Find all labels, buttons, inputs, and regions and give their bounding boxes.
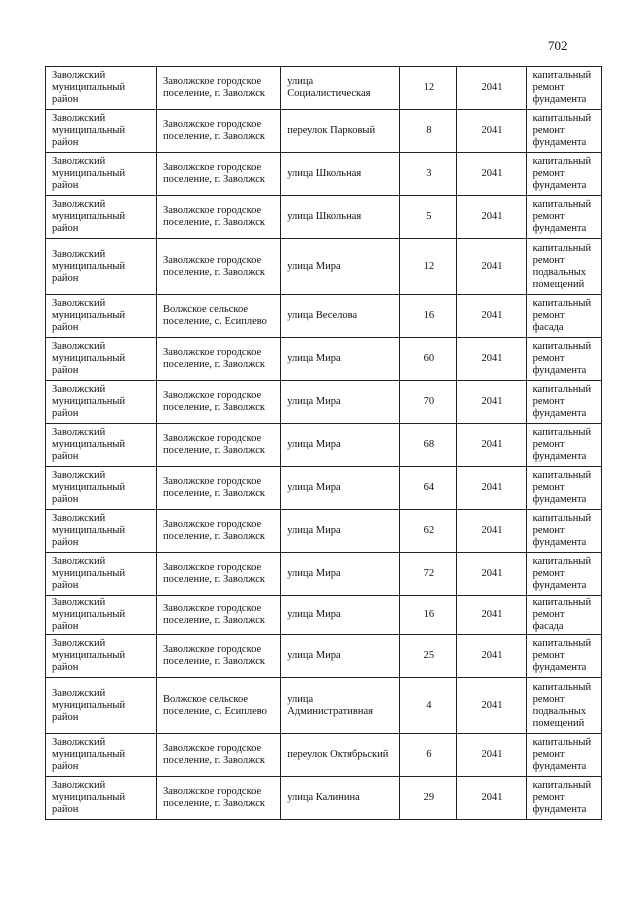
cell-district: Заволжский муниципальный район [46, 196, 157, 239]
cell-house: 70 [400, 381, 457, 424]
table-row [46, 239, 602, 295]
cell-work: капитальный ремонт фундамента [526, 381, 601, 424]
cell-settlement: Волжское сельское поселение, с. Есиплево [156, 295, 280, 338]
cell-settlement: Заволжское городское поселение, г. Заволжск [156, 196, 280, 239]
cell-street: улица Школьная [281, 196, 400, 239]
cell-year: 2041 [457, 295, 526, 338]
table-row [46, 734, 602, 777]
cell-house: 4 [400, 678, 457, 734]
cell-street: улица Мира [281, 381, 400, 424]
table-row [46, 678, 602, 734]
cell-settlement: Заволжское городское поселение, г. Заволжск [156, 381, 280, 424]
cell-work: капитальный ремонт фундамента [526, 67, 601, 110]
cell-house: 72 [400, 553, 457, 596]
cell-house: 16 [400, 295, 457, 338]
cell-year: 2041 [457, 338, 526, 381]
cell-year: 2041 [457, 153, 526, 196]
cell-work: капитальный ремонт подвальных помещений [526, 678, 601, 734]
table-row [46, 67, 602, 110]
cell-house: 5 [400, 196, 457, 239]
cell-street: улица Мира [281, 338, 400, 381]
cell-year: 2041 [457, 553, 526, 596]
cell-house: 64 [400, 467, 457, 510]
table-row [46, 295, 602, 338]
table-row [46, 467, 602, 510]
cell-settlement: Заволжское городское поселение, г. Заволжск [156, 110, 280, 153]
cell-work: капитальный ремонт фундамента [526, 553, 601, 596]
cell-settlement: Заволжское городское поселение, г. Заволжск [156, 510, 280, 553]
cell-house: 62 [400, 510, 457, 553]
cell-street: улица Мира [281, 467, 400, 510]
cell-house: 8 [400, 110, 457, 153]
table-row [46, 777, 602, 820]
cell-work: капитальный ремонт фундамента [526, 196, 601, 239]
cell-street: улица Мира [281, 553, 400, 596]
cell-district: Заволжский муниципальный район [46, 338, 157, 381]
cell-district: Заволжский муниципальный район [46, 553, 157, 596]
cell-house: 12 [400, 67, 457, 110]
cell-settlement: Заволжское городское поселение, г. Заволжск [156, 467, 280, 510]
cell-street: улица Веселова [281, 295, 400, 338]
cell-street: улица Школьная [281, 153, 400, 196]
cell-house: 29 [400, 777, 457, 820]
housing-repair-table [45, 66, 602, 820]
cell-district: Заволжский муниципальный район [46, 295, 157, 338]
cell-settlement: Заволжское городское поселение, г. Заволжск [156, 777, 280, 820]
cell-district: Заволжский муниципальный район [46, 596, 157, 635]
cell-work: капитальный ремонт фундамента [526, 467, 601, 510]
table-row [46, 338, 602, 381]
cell-district: Заволжский муниципальный район [46, 67, 157, 110]
cell-house: 3 [400, 153, 457, 196]
table-row [46, 153, 602, 196]
cell-district: Заволжский муниципальный район [46, 510, 157, 553]
cell-district: Заволжский муниципальный район [46, 381, 157, 424]
cell-work: капитальный ремонт подвальных помещений [526, 239, 601, 295]
cell-street: переулок Парковый [281, 110, 400, 153]
cell-street: улица Калинина [281, 777, 400, 820]
cell-year: 2041 [457, 196, 526, 239]
cell-street: улица Административная [281, 678, 400, 734]
cell-year: 2041 [457, 381, 526, 424]
cell-settlement: Заволжское городское поселение, г. Заволжск [156, 635, 280, 678]
cell-work: капитальный ремонт фундамента [526, 110, 601, 153]
cell-street: улица Мира [281, 596, 400, 635]
cell-settlement: Заволжское городское поселение, г. Заволжск [156, 338, 280, 381]
cell-district: Заволжский муниципальный район [46, 467, 157, 510]
cell-street: улица Мира [281, 635, 400, 678]
cell-work: капитальный ремонт фундамента [526, 510, 601, 553]
cell-year: 2041 [457, 734, 526, 777]
cell-house: 25 [400, 635, 457, 678]
cell-year: 2041 [457, 777, 526, 820]
cell-district: Заволжский муниципальный район [46, 424, 157, 467]
cell-settlement: Заволжское городское поселение, г. Заволжск [156, 734, 280, 777]
table-row [46, 635, 602, 678]
cell-work: капитальный ремонт фасада [526, 295, 601, 338]
cell-year: 2041 [457, 678, 526, 734]
cell-settlement: Волжское сельское поселение, с. Есиплево [156, 678, 280, 734]
cell-district: Заволжский муниципальный район [46, 153, 157, 196]
table-row [46, 110, 602, 153]
cell-work: капитальный ремонт фундамента [526, 635, 601, 678]
page-number: 702 [548, 38, 568, 53]
cell-house: 12 [400, 239, 457, 295]
cell-house: 6 [400, 734, 457, 777]
cell-work: капитальный ремонт фундамента [526, 338, 601, 381]
cell-street: улица Социалистическая [281, 67, 400, 110]
cell-year: 2041 [457, 510, 526, 553]
cell-year: 2041 [457, 239, 526, 295]
cell-district: Заволжский муниципальный район [46, 635, 157, 678]
cell-year: 2041 [457, 596, 526, 635]
cell-district: Заволжский муниципальный район [46, 239, 157, 295]
table-row [46, 596, 602, 635]
cell-street: улица Мира [281, 239, 400, 295]
cell-year: 2041 [457, 110, 526, 153]
cell-settlement: Заволжское городское поселение, г. Заволжск [156, 153, 280, 196]
cell-street: переулок Октябрьский [281, 734, 400, 777]
table-row [46, 424, 602, 467]
cell-settlement: Заволжское городское поселение, г. Заволжск [156, 67, 280, 110]
cell-year: 2041 [457, 67, 526, 110]
cell-district: Заволжский муниципальный район [46, 110, 157, 153]
cell-settlement: Заволжское городское поселение, г. Заволжск [156, 553, 280, 596]
cell-district: Заволжский муниципальный район [46, 678, 157, 734]
cell-work: капитальный ремонт фасада [526, 596, 601, 635]
cell-settlement: Заволжское городское поселение, г. Заволжск [156, 239, 280, 295]
cell-street: улица Мира [281, 424, 400, 467]
cell-year: 2041 [457, 424, 526, 467]
cell-street: улица Мира [281, 510, 400, 553]
cell-house: 68 [400, 424, 457, 467]
cell-settlement: Заволжское городское поселение, г. Заволжск [156, 424, 280, 467]
cell-district: Заволжский муниципальный район [46, 777, 157, 820]
table-body [46, 67, 602, 820]
cell-year: 2041 [457, 467, 526, 510]
cell-work: капитальный ремонт фундамента [526, 734, 601, 777]
table-row [46, 510, 602, 553]
cell-work: капитальный ремонт фундамента [526, 777, 601, 820]
cell-district: Заволжский муниципальный район [46, 734, 157, 777]
cell-house: 16 [400, 596, 457, 635]
table-row [46, 196, 602, 239]
cell-settlement: Заволжское городское поселение, г. Заволжск [156, 596, 280, 635]
cell-year: 2041 [457, 635, 526, 678]
table-row [46, 553, 602, 596]
cell-work: капитальный ремонт фундамента [526, 424, 601, 467]
cell-house: 60 [400, 338, 457, 381]
table-row [46, 381, 602, 424]
cell-work: капитальный ремонт фундамента [526, 153, 601, 196]
